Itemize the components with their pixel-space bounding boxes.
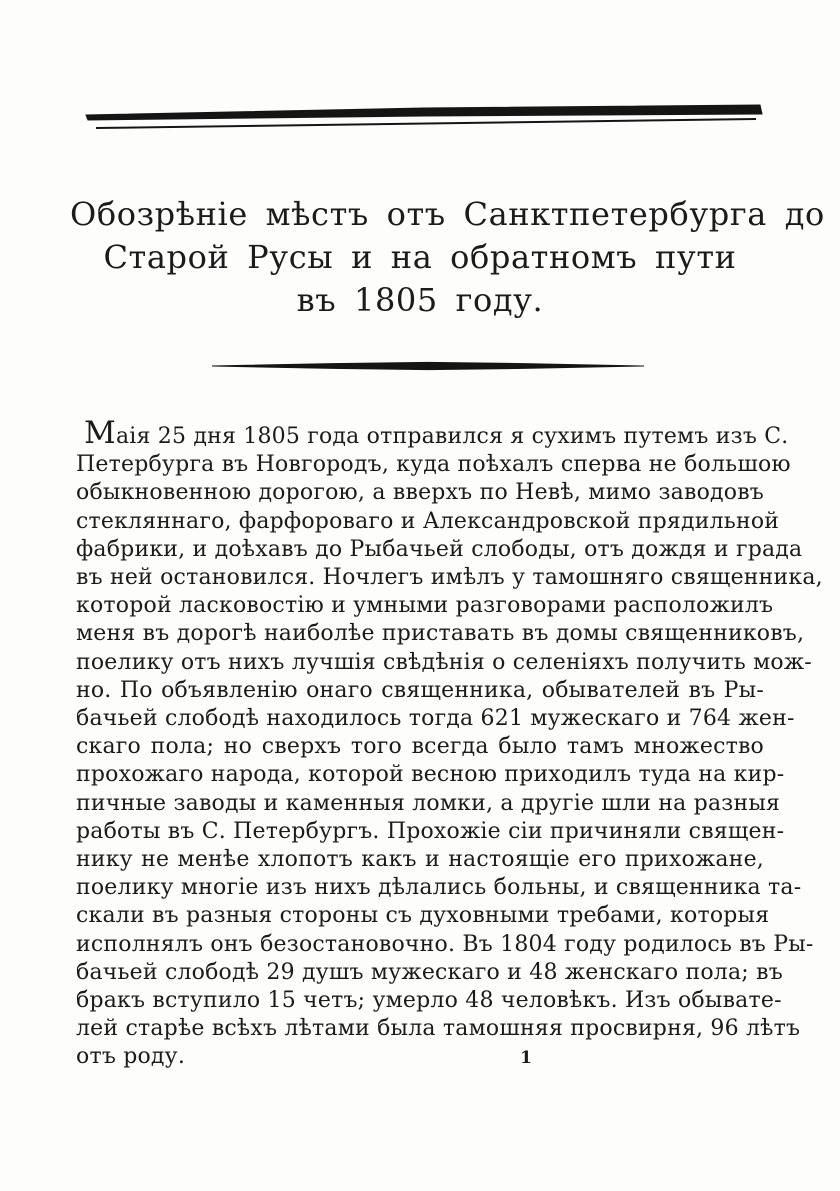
paragraph-line: исполнялъ онъ безостановочно. Въ 1804 году родилось въ Ры- xyxy=(76,931,814,957)
paragraph-line: меня въ дорогѣ наиболѣе приставать въ домы священниковъ, xyxy=(76,621,805,647)
paragraph-line: въ ней остановился. Ночлегъ имѣлъ у тамошняго священника, xyxy=(76,565,823,591)
paragraph-line: бачьей слободѣ 29 душъ мужескаго и 48 женскаго пола; въ xyxy=(76,959,783,985)
tapered-divider-rule xyxy=(212,360,644,372)
paragraph-line: стекляннаго, фарфороваго и Александровской прядильной xyxy=(76,508,780,534)
paragraph-line: нику не менѣе хлопотъ какъ и настоящіе его прихожане, xyxy=(76,847,764,873)
chapter-title-line: въ 1805 году. xyxy=(296,281,544,319)
paragraph-line: поелику отъ нихъ лучшія свѣдѣнія о селеніяхъ получить мож- xyxy=(76,649,812,675)
page-number: 1 xyxy=(520,1048,532,1068)
chapter-title-line: Старой Русы и на обратномъ пути xyxy=(103,238,737,276)
top-double-rule xyxy=(84,102,764,134)
paragraph-line: бракъ вступило 15 четъ; умерло 48 человѣкъ. Изъ обывате- xyxy=(76,988,782,1014)
paragraph-first-line xyxy=(76,415,789,451)
paragraph-line: Петербурга въ Новгородъ, куда поѣхалъ сперва не большою xyxy=(76,452,791,478)
paragraph-line: скали въ разныя стороны съ духовными требами, которыя xyxy=(76,903,770,929)
paragraph-lines xyxy=(76,451,823,1071)
body-text xyxy=(76,415,823,1072)
paragraph-line: обыкновенною дорогою, а вверхъ по Невѣ, мимо заводовъ xyxy=(76,480,764,506)
paragraph-line-text: аія 25 дня 1805 года отправился я сухимъ путемъ изъ С. xyxy=(115,424,789,449)
paragraph-line: прохожаго народа, которой весною приходилъ туда на кир- xyxy=(76,762,785,788)
chapter-title-line: Обозрѣніе мѣстъ отъ Санктпетербурга до xyxy=(70,195,825,233)
paragraph-line: поелику многіе изъ нихъ дѣлались больны, и священника та- xyxy=(76,875,802,901)
paragraph-line: отъ роду. xyxy=(76,1044,186,1070)
paragraph-line: работы въ С. Петербургъ. Прохожіе сіи причиняли священ- xyxy=(76,818,785,844)
initial-capital: М xyxy=(84,415,116,451)
paragraph-line: фабрики, и доѣхавъ до Рыбачьей слободы, отъ дождя и града xyxy=(76,536,803,562)
paragraph-line: которой ласковостію и умными разговорами расположилъ xyxy=(76,593,774,619)
paragraph-line: пичные заводы и каменныя ломки, а другіе шли на разныя xyxy=(76,790,781,816)
paragraph-line: скаго пола; но сверхъ того всегда было тамъ множество xyxy=(76,734,764,760)
paragraph-line: но. По объявленію онаго священника, обывателей въ Ры- xyxy=(76,677,764,703)
chapter-title xyxy=(70,193,825,322)
paragraph-line: лей старѣе всѣхъ лѣтами была тамошняя просвирня, 96 лѣтъ xyxy=(76,1016,801,1042)
paragraph-line: бачьей слободѣ находилось тогда 621 мужескаго и 764 жен- xyxy=(76,706,795,732)
